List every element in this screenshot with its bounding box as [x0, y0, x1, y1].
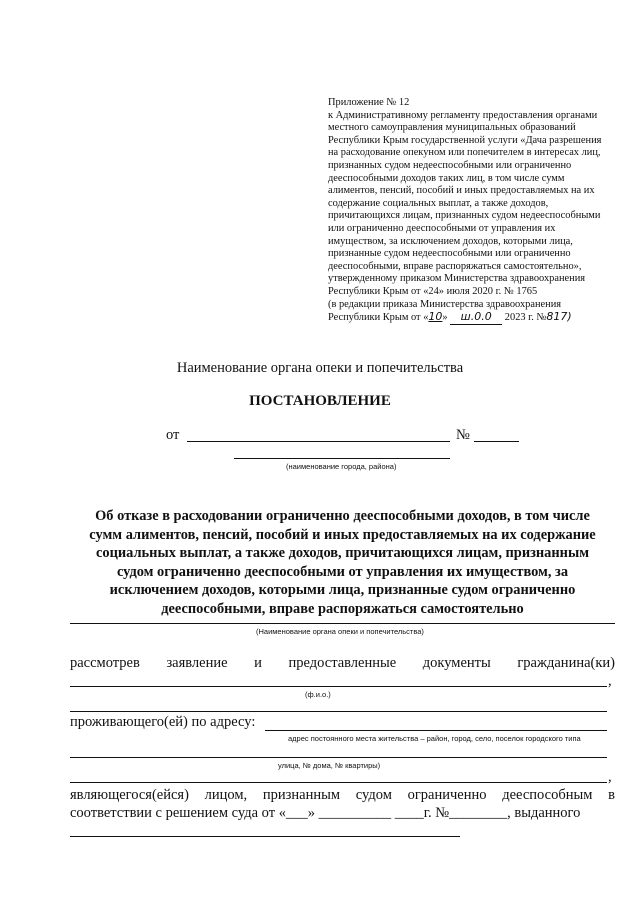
date-from-label: от	[166, 427, 180, 443]
city-field-line[interactable]	[234, 458, 450, 459]
appendix-line: утвержденному приказом Министерства здравоохранения	[328, 273, 586, 285]
fio-field-line[interactable]	[70, 686, 607, 687]
appendix-line: содержание социальных выплат, а также доходов,	[328, 197, 549, 209]
organ-field-line[interactable]	[70, 623, 615, 624]
court-day-blank[interactable]: ___	[285, 805, 308, 821]
appendix-line: признанные судом недееспособными или ограниченно	[328, 248, 571, 260]
appendix-line: Республики Крым государственной услуги «Дача разрешения	[328, 134, 602, 146]
appendix-line: (в редакции приказа Министерства здравоохранения	[328, 298, 562, 310]
appendix-line: дееспособными доходов таких лиц, в том числе сумм	[328, 172, 565, 184]
word: ограниченно	[407, 787, 487, 803]
decision-heading	[70, 507, 615, 619]
court-month-blank[interactable]: __________	[318, 805, 392, 821]
heading-line: Об отказе в расходовании ограниченно дееспособными доходов, в том числе	[95, 508, 590, 524]
appendix-line: имуществом, за исключением доходов, которыми лица,	[328, 235, 573, 247]
organ-caption: (Наименование органа опеки и попечительства)	[256, 627, 424, 636]
word: дееспособным	[502, 787, 593, 803]
court-part: , выданного	[507, 805, 581, 821]
heading-line: исключением доходов, которыми лица, признанные судом ограниченно	[109, 582, 576, 599]
recognized-line	[70, 787, 615, 804]
handwritten-number: 817)	[546, 310, 572, 324]
number-field-line[interactable]	[474, 441, 519, 442]
address-caption: адрес постоянного места жительства – район, город, село, поселок городского типа	[288, 734, 581, 743]
appendix-line: или ограниченно дееспособными от управления их	[328, 222, 556, 234]
word: лицом,	[204, 787, 248, 803]
appendix-last-suffix: 2023 г. №	[502, 312, 547, 324]
word: заявление	[166, 655, 228, 671]
handwritten-day: 10	[428, 310, 443, 324]
heading-line: сумм алиментов, пенсий, пособий и иных предоставляемых на их содержание	[89, 526, 596, 543]
word: рассмотрев	[70, 655, 140, 671]
extra-field-line-2[interactable]	[70, 782, 607, 783]
word: судом	[355, 787, 392, 803]
court-year-blank[interactable]: ____	[394, 805, 424, 821]
appendix-line: причитающихся лицам, признанных судом недееспособными	[328, 210, 601, 222]
heading-line: социальных выплат, а также доходов, причитающихся лицам, признанным	[96, 545, 589, 562]
appendix-line: признанных судом недееспособными или ограниченно	[328, 159, 572, 171]
appendix-block	[328, 97, 628, 325]
date-field-line[interactable]	[187, 441, 450, 442]
word: в	[608, 787, 615, 803]
word: предоставленные	[288, 655, 397, 671]
appendix-line: Республики Крым от «24» июля 2020 г. № 1765	[328, 285, 538, 297]
appendix-line: к Административному регламенту предоставления органами	[328, 109, 598, 121]
document-title: ПОСТАНОВЛЕНИЕ	[249, 393, 391, 409]
appendix-line: дееспособными, вправе распоряжаться самостоятельно»,	[328, 260, 582, 272]
fio-comma: ,	[608, 673, 612, 689]
word: и	[254, 655, 262, 671]
appendix-last-prefix: Республики Крым от «	[328, 312, 429, 324]
appendix-line: местного самоуправления муниципальных образований	[328, 122, 576, 134]
court-number-blank[interactable]: ________	[449, 805, 508, 821]
word: документы	[422, 655, 491, 671]
heading-line: дееспособными, вправе распоряжаться самостоятельно	[161, 600, 524, 617]
organ-name-heading: Наименование органа опеки и попечительства	[176, 360, 464, 376]
fio-caption: (ф.и.о.)	[305, 690, 331, 699]
number-label: №	[456, 427, 470, 443]
residing-label: проживающего(ей) по адресу:	[70, 714, 256, 730]
appendix-last-line	[328, 311, 628, 325]
street-caption: улица, № дома, № квартиры)	[278, 761, 381, 770]
street-comma: ,	[608, 769, 612, 785]
street-field-line[interactable]	[70, 757, 607, 758]
court-part: г. №	[423, 805, 450, 821]
appendix-line: алиментов, пенсий, пособий и иных предоставляемых на их	[328, 185, 595, 197]
court-part: »	[307, 805, 319, 821]
appendix-line: Приложение № 12	[328, 97, 410, 108]
handwritten-month: ш.0.0	[450, 311, 502, 325]
word: гражданина(ки)	[517, 655, 615, 671]
address-field-line[interactable]	[265, 730, 607, 731]
court-part: соответствии с решением суда от «	[70, 805, 286, 821]
extra-field-line[interactable]	[70, 711, 607, 712]
city-caption: (наименование города, района)	[286, 462, 397, 471]
appendix-line: на расходование опекуном или попечителем в интересах лиц,	[328, 147, 601, 159]
considered-line	[70, 655, 615, 672]
word: признанным	[262, 787, 341, 803]
court-line	[70, 805, 580, 822]
appendix-last-sep: »	[442, 312, 451, 324]
issued-by-field-line[interactable]	[70, 836, 460, 837]
heading-line: судом ограниченно дееспособными от управления их имуществом, за	[116, 563, 569, 580]
word: являющегося(ейся)	[70, 787, 189, 803]
